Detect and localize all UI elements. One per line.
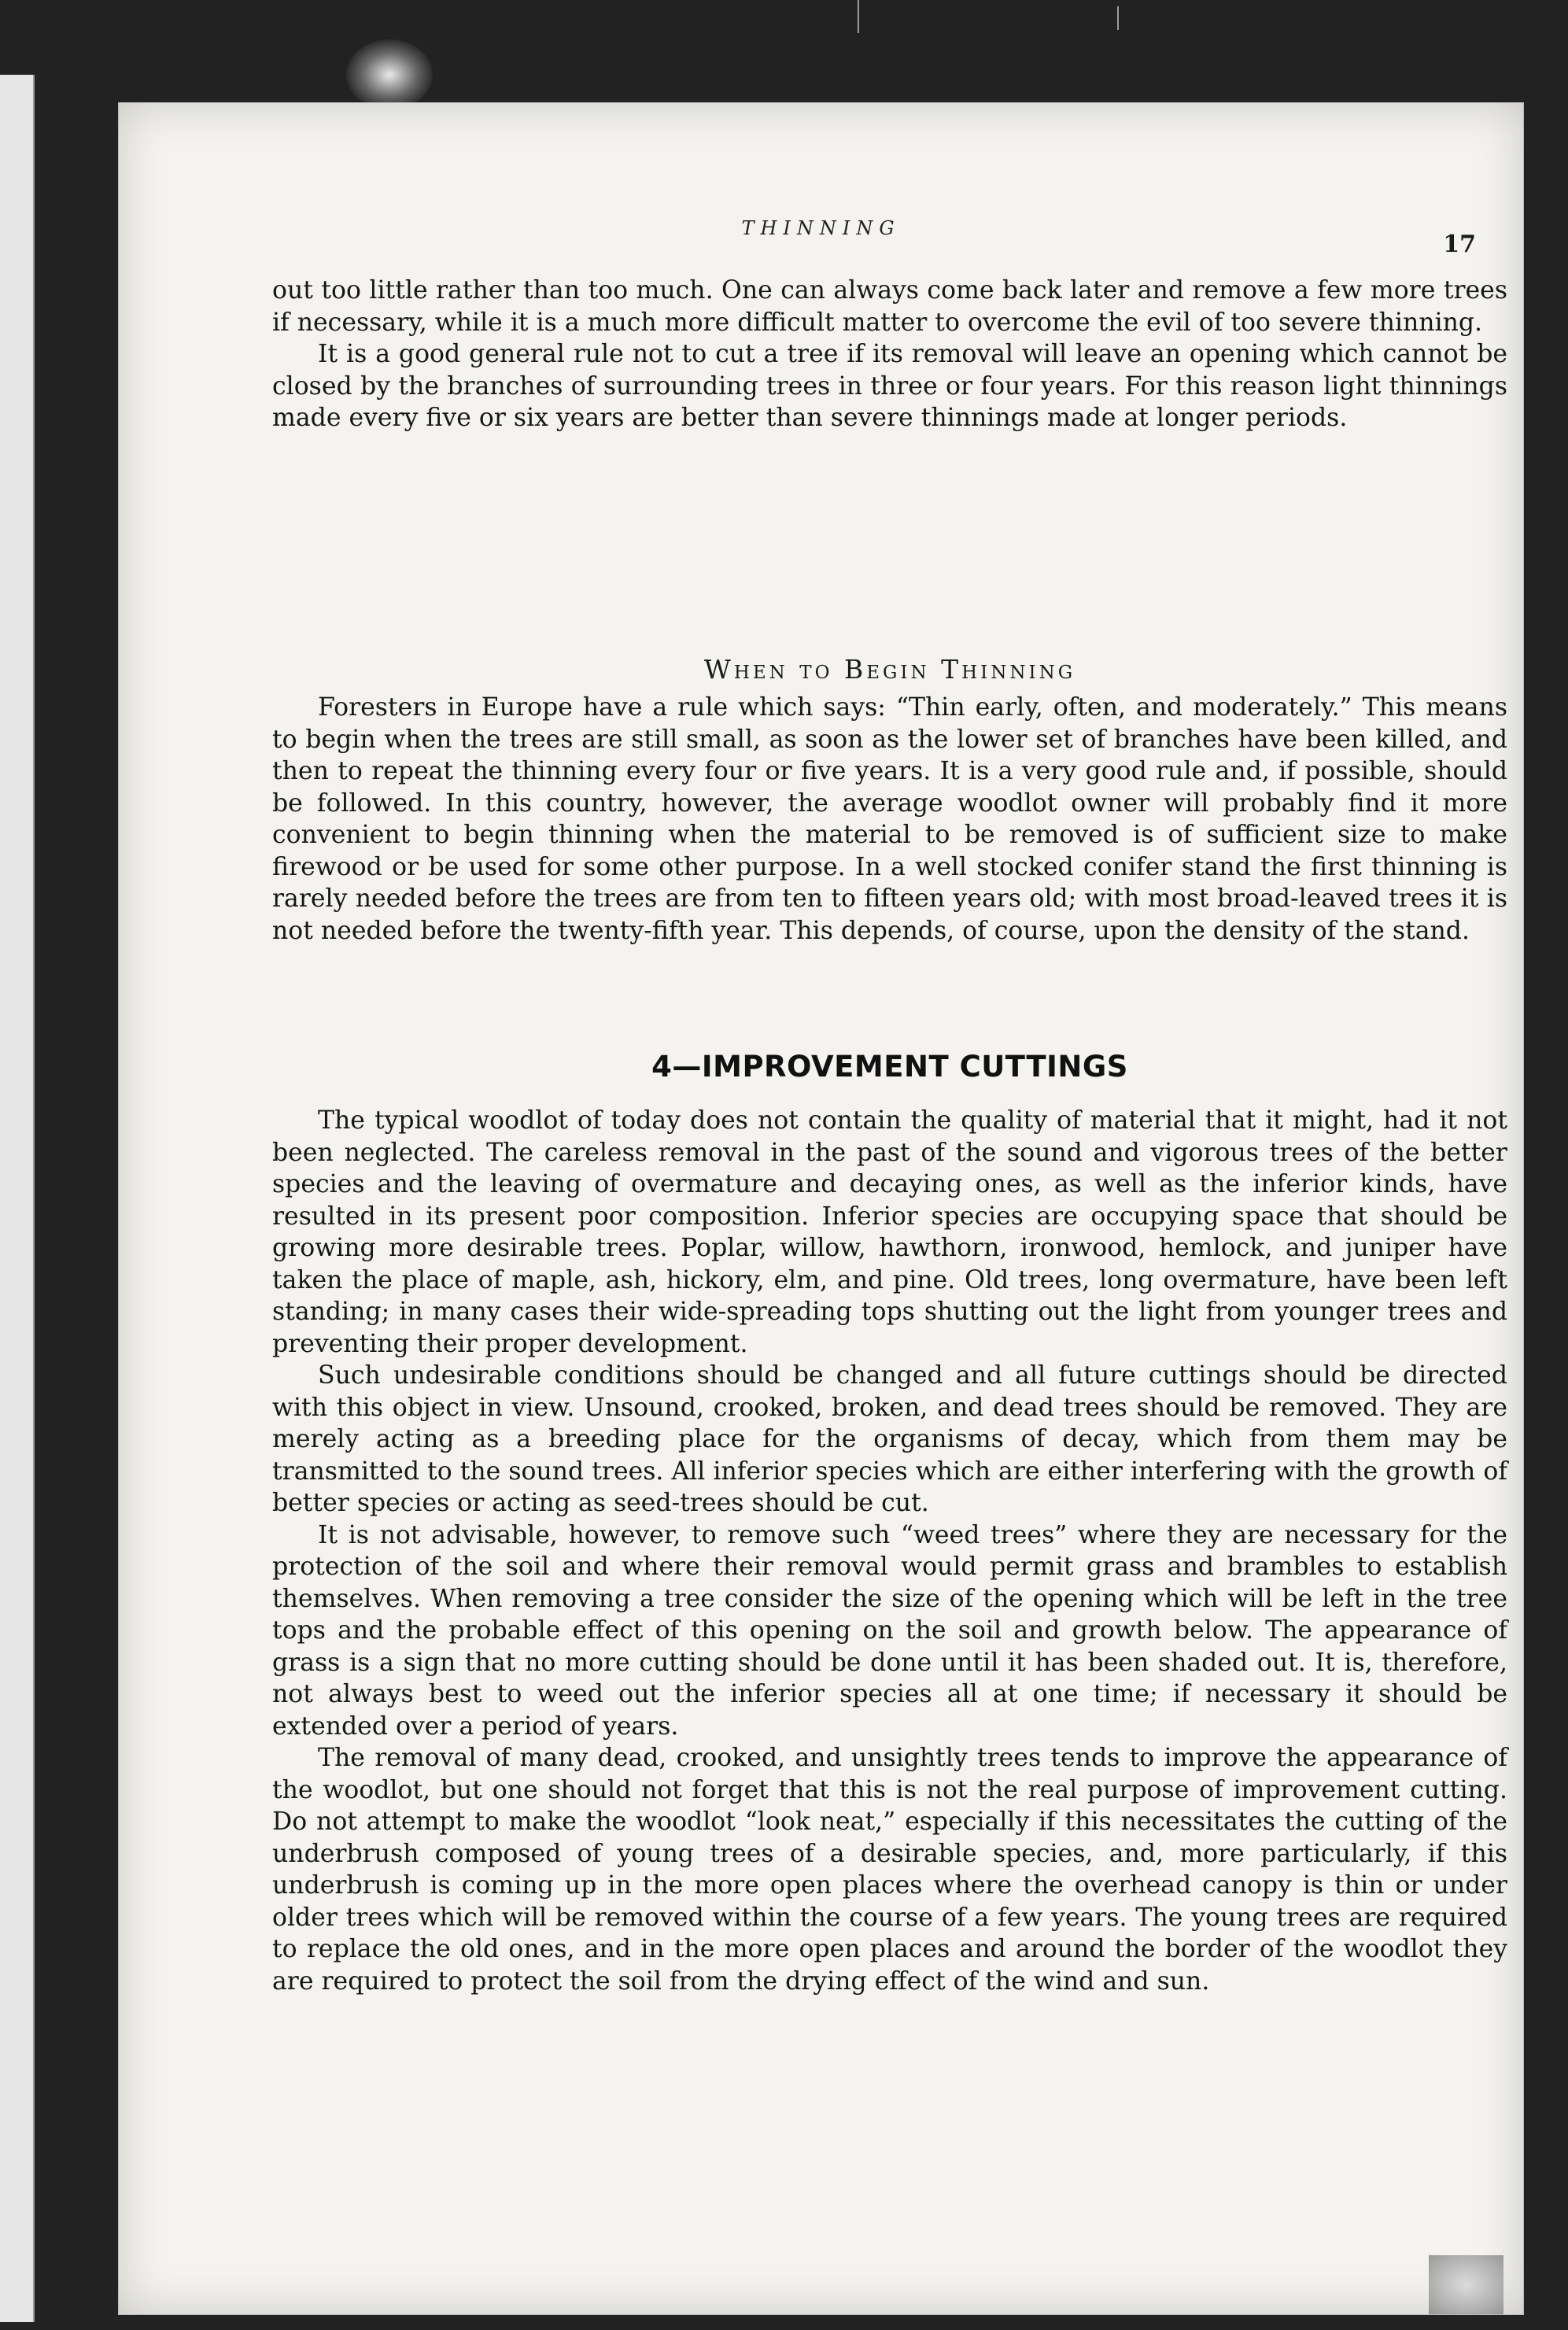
scan-glare — [346, 39, 433, 110]
paragraph: out too little rather than too much. One can always come back later and remove a few more trees if necessary, while it is a much more difficult matter to overcome the evil of too severe thinning. — [272, 276, 1507, 337]
paragraph: Such undesirable conditions should be changed and all future cuttings should be directed with this object in view. Unsound, crooked, broken, and dead trees should be removed. They are merely acting as a breeding place for the organisms of decay, which from them may be transmitted to the sound trees. All inferior species which are either interfering with the growth of better species or acting as seed-trees should be cut. — [272, 1361, 1507, 1517]
when-to-begin-text-block — [272, 692, 1507, 947]
section-heading-improvement-cuttings: 4—IMPROVEMENT CUTTINGS — [651, 1050, 1128, 1084]
film-scratch — [858, 0, 859, 33]
thinning-text-block — [272, 275, 1507, 434]
paragraph: It is not advisable, however, to remove such “weed trees” where they are necessary for the protection of the soil and where their removal would permit grass and brambles to establish themselves. When removing a tree consider the size of the opening which will be left in the tree tops and the probable effect of this opening on the soil and growth below. The appearance of grass is a sign that no more cutting should be done until it has been shaded out. It is, therefore, not always best to weed out the inferior species all at one time; if necessary it should be extended over a period of years. — [272, 1520, 1507, 1741]
adjacent-page-edge — [0, 75, 35, 2322]
page-number: 17 — [1443, 231, 1476, 258]
subheading-when-to-begin-thinning: When to Begin Thinning — [703, 654, 1076, 685]
scanner-stamp — [1429, 2255, 1503, 2314]
film-scratch — [1117, 6, 1119, 30]
paragraph: The typical woodlot of today does not contain the quality of material that it might, had it not been neglected. The careless removal in the past of the sound and vigorous trees of the better species and the leaving of overmature and decaying ones, as well as the inferior kinds, have resulted in its present poor composition. Inferior species are occupying space that should be growing more desirable trees. Poplar, willow, hawthorn, ironwood, hemlock, and juniper have taken the place of maple, ash, hickory, elm, and pine. Old trees, long overmature, have been left standing; in many cases their wide-spreading tops shutting out the light from younger trees and preventing their proper development. — [272, 1106, 1507, 1358]
book-page — [118, 102, 1524, 2315]
running-head: THINNING — [741, 217, 901, 239]
paragraph: It is a good general rule not to cut a tree if its removal will leave an opening which cannot be closed by the branches of surrounding trees in three or four years. For this reason light thinnings made every five or six years are better than severe thinnings made at longer periods. — [272, 340, 1507, 432]
improvement-cuttings-text-block — [272, 1105, 1507, 1997]
paragraph: The removal of many dead, crooked, and unsightly trees tends to improve the appearance of the woodlot, but one should not forget that this is not the real purpose of improvement cutting. Do not attempt to make the woodlot “look neat,” especially if this necessitates the cutting of the underbrush composed of young trees of a desirable species, and, more particularly, if this underbrush is coming up in the more open places where the overhead canopy is thin or under older trees which will be removed within the course of a few years. The young trees are required to replace the old ones, and in the more open places and around the border of the woodlot they are required to protect the soil from the drying effect of the wind and sun. — [272, 1744, 1507, 1996]
paragraph: Foresters in Europe have a rule which says: “Thin early, often, and moderately.” This means to begin when the trees are still small, as soon as the lower set of branches have been killed, and then to repeat the thinning every four or five years. It is a very good rule and, if possible, should be followed. In this country, however, the average woodlot owner will probably find it more convenient to begin thinning when the material to be removed is of sufficient size to make firewood or be used for some other purpose. In a well stocked conifer stand the first thinning is rarely needed before the trees are from ten to fifteen years old; with most broad-leaved trees it is not needed before the twenty-fifth year. This depends, of course, upon the density of the stand. — [272, 693, 1507, 945]
